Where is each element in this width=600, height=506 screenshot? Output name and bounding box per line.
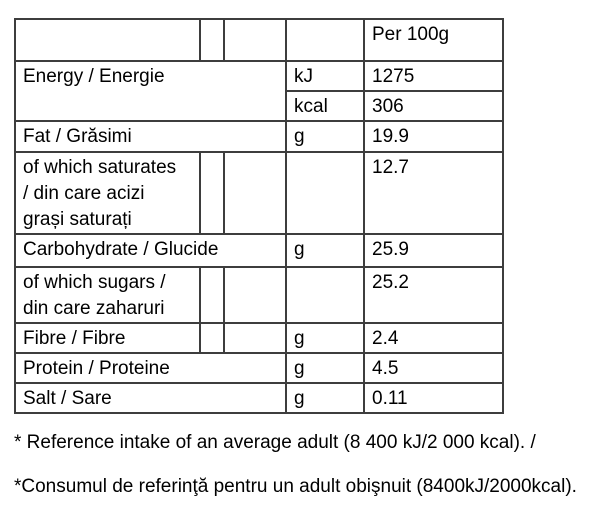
fat-label-cell: Fat / Grăsimi xyxy=(15,121,286,152)
header-per-100g-cell: Per 100g xyxy=(364,19,503,61)
saturates-value-cell: 12.7 xyxy=(364,152,503,234)
saturates-subcell-1 xyxy=(200,152,224,234)
protein-row xyxy=(15,353,503,383)
saturates-subcell-2 xyxy=(224,152,286,234)
energy-kj-row xyxy=(15,61,503,91)
saturates-label-cell xyxy=(15,152,200,234)
sugars-row xyxy=(15,267,503,323)
fat-unit-cell: g xyxy=(286,121,364,152)
saturates-label-line-3: grași saturați xyxy=(23,209,132,230)
salt-label-cell: Salt / Sare xyxy=(15,383,286,413)
carbohydrate-row xyxy=(15,234,503,267)
carbohydrate-unit-cell: g xyxy=(286,234,364,267)
saturates-row xyxy=(15,152,503,234)
header-subcell-2 xyxy=(224,19,286,61)
fibre-value-cell: 2.4 xyxy=(364,323,503,353)
saturates-label-line-1: of which saturates xyxy=(23,157,177,178)
fibre-row xyxy=(15,323,503,353)
carbohydrate-label-cell: Carbohydrate / Glucide xyxy=(15,234,286,267)
sugars-label-line-1: of which sugars / xyxy=(23,272,166,293)
nutrition-table xyxy=(14,18,504,414)
salt-value-cell: 0.11 xyxy=(364,383,503,413)
sugars-subcell-1 xyxy=(200,267,224,323)
fibre-subcell-1 xyxy=(200,323,224,353)
saturates-label-line-2: / din care acizi xyxy=(23,183,145,204)
header-row xyxy=(15,19,503,61)
energy-label-cell: Energy / Energie xyxy=(15,61,286,121)
fat-row xyxy=(15,121,503,152)
energy-kcal-unit-cell: kcal xyxy=(286,91,364,121)
salt-row xyxy=(15,383,503,413)
sugars-label-cell xyxy=(15,267,200,323)
fat-value-cell: 19.9 xyxy=(364,121,503,152)
energy-kj-unit-cell: kJ xyxy=(286,61,364,91)
saturates-unit-cell xyxy=(286,152,364,234)
sugars-label-line-2: din care zaharuri xyxy=(23,298,165,319)
salt-unit-cell: g xyxy=(286,383,364,413)
fibre-subcell-2 xyxy=(224,323,286,353)
sugars-subcell-2 xyxy=(224,267,286,323)
footnote-reference-ro: *Consumul de referinţă pentru un adult obişnuit (8400kJ/2000kcal). xyxy=(14,476,577,497)
footnote-reference-en: * Reference intake of an average adult (8 400 kJ/2 000 kcal). / xyxy=(14,432,536,453)
protein-unit-cell: g xyxy=(286,353,364,383)
protein-value-cell: 4.5 xyxy=(364,353,503,383)
protein-label-cell: Protein / Proteine xyxy=(15,353,286,383)
energy-kcal-value-cell: 306 xyxy=(364,91,503,121)
fibre-label-cell: Fibre / Fibre xyxy=(15,323,200,353)
header-unit-cell xyxy=(286,19,364,61)
sugars-value-cell: 25.2 xyxy=(364,267,503,323)
sugars-unit-cell xyxy=(286,267,364,323)
energy-kj-value-cell: 1275 xyxy=(364,61,503,91)
header-subcell-1 xyxy=(200,19,224,61)
fibre-unit-cell: g xyxy=(286,323,364,353)
carbohydrate-value-cell: 25.9 xyxy=(364,234,503,267)
header-label-cell xyxy=(15,19,200,61)
